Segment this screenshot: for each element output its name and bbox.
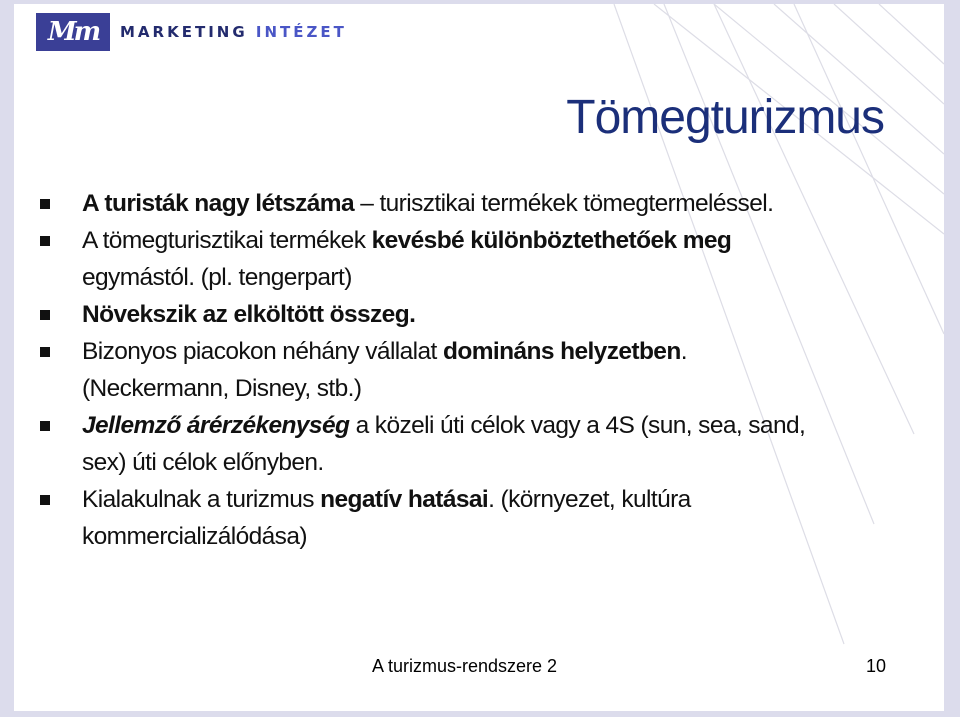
bullet-text-part: kevésbé különböztethetőek meg: [371, 227, 732, 254]
bullet-text-part: Növekszik az elköltött összeg.: [82, 301, 416, 328]
bullet-text-part: Jellemző árérzékenység: [82, 412, 350, 439]
bullet-square-icon: [40, 236, 50, 246]
bullet-text-part: a közeli úti célok vagy a 4S (sun, sea, sand, sex) úti célok előnyben.: [82, 412, 806, 476]
bullet-text-part: domináns helyzetben: [442, 338, 681, 365]
bullet-square-icon: [40, 199, 50, 209]
bullet-square-icon: [40, 495, 50, 505]
bullet-text-part: A tömegturisztikai termékek: [82, 227, 372, 254]
slide: [14, 4, 944, 711]
logo-mark-text: Mm: [47, 17, 99, 47]
logo: [36, 12, 347, 52]
bullet-item: [38, 333, 838, 407]
logo-text-b: INTÉZET: [255, 23, 347, 41]
bullet-text-part: egymástól. (pl. tengerpart): [82, 264, 352, 291]
bullet-text-part: Bizonyos piacokon néhány vállalat: [82, 338, 443, 365]
bullet-text-part: . (környezet, kultúra kommercializálódása): [82, 486, 691, 550]
bullet-item: [38, 185, 838, 222]
bullet-square-icon: [40, 347, 50, 357]
bullet-text-part: Kialakulnak a turizmus: [82, 486, 321, 513]
logo-text-a: MARKETING: [120, 23, 256, 41]
bullet-text-part: A turisták nagy létszáma: [82, 190, 354, 217]
bullet-item: [38, 481, 838, 555]
page-number: 10: [866, 656, 887, 676]
bullet-text-part: . (Neckermann, Disney, stb.): [82, 338, 687, 402]
bullet-text-part: negatív hatásai: [320, 486, 489, 513]
bullet-text-part: – turisztikai termékek tömegtermeléssel.: [354, 190, 774, 217]
bullet-item: [38, 407, 838, 481]
bullet-list: [38, 185, 838, 555]
bullet-square-icon: [40, 310, 50, 320]
bullet-item: [38, 222, 838, 296]
slide-title: Tömegturizmus: [566, 91, 884, 144]
bullet-item: [38, 296, 838, 333]
bullet-square-icon: [40, 421, 50, 431]
footer-text: A turizmus-rendszere 2: [372, 656, 558, 676]
logo-text: [120, 23, 347, 41]
logo-mark: [36, 13, 110, 51]
